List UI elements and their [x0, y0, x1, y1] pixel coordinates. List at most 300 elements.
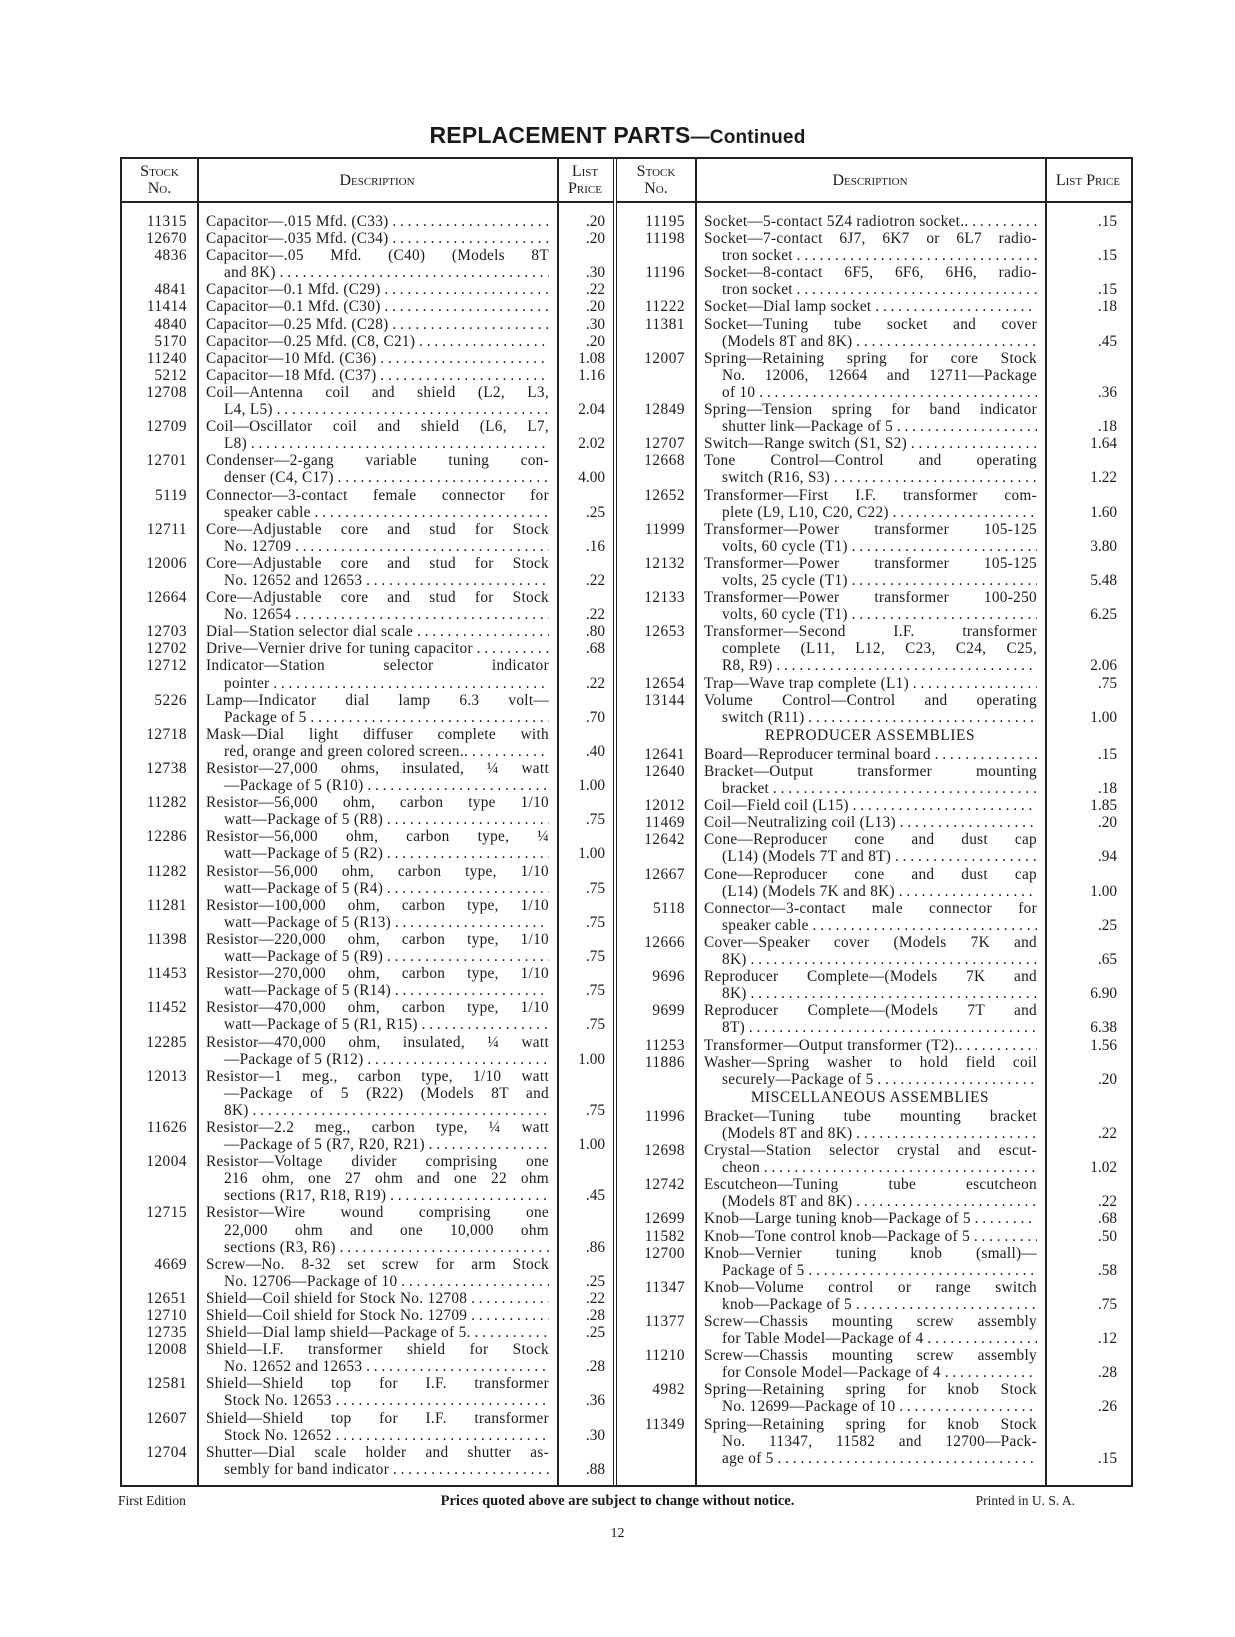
description: [695, 316, 1045, 350]
list-price: 1.64: [1090, 435, 1117, 453]
stock-number: 12012: [644, 797, 685, 815]
table-row: [122, 1153, 613, 1204]
list-price: 1.00: [578, 777, 605, 795]
stock-number: 11222: [644, 298, 685, 316]
description-line: watt—Package of 5 (R4) . . .: [206, 880, 549, 897]
description: [197, 333, 557, 350]
description-line: Knob—Large tuning knob—Package of 5 . . .: [704, 1210, 1037, 1227]
description-line: speaker cable . . .: [206, 504, 549, 521]
description-line: Resistor—1 meg., carbon type, 1/10 watt: [206, 1067, 549, 1085]
description-line: Socket—Dial lamp socket . . .: [704, 298, 1037, 315]
description-line: No. 12706—Package of 10 . . .: [206, 1273, 549, 1290]
description-line: Escutcheon—Tuning tube escutcheon: [704, 1176, 1037, 1194]
stock-number: 12710: [146, 1307, 187, 1324]
stock-number: 12712: [146, 657, 187, 675]
table-row: [122, 931, 613, 965]
list-price: .50: [1097, 1227, 1117, 1245]
list-price: .18: [1097, 418, 1117, 436]
stock-number: 4836: [154, 247, 187, 265]
printed-note: Printed in U. S. A.: [975, 1493, 1075, 1508]
description-line: Socket—8-contact 6F5, 6F6, 6H6, radio-: [704, 264, 1037, 282]
list-price: .22: [1097, 1193, 1117, 1211]
description-line: Shield—Coil shield for Stock No. 12709 . . .: [206, 1307, 549, 1324]
list-price: 1.16: [578, 366, 605, 384]
description-line: Reproducer Complete—(Models 7K and: [704, 968, 1037, 986]
stock-number: 12286: [146, 828, 187, 846]
list-price: .75: [585, 879, 605, 897]
description: [695, 675, 1045, 692]
column-divider: [197, 159, 199, 1485]
description-line: 8K) . . .: [206, 1102, 549, 1119]
description: [695, 521, 1045, 555]
table-row: [122, 230, 613, 247]
description-line: Resistor—56,000 ohm, carbon type, 1/10: [206, 862, 549, 880]
description: [695, 1054, 1045, 1088]
list-price: .30: [585, 264, 605, 282]
description-line: (Models 8T and 8K) . . .: [704, 1193, 1037, 1210]
list-price: .68: [1097, 1210, 1117, 1228]
list-price: 1.56: [1090, 1036, 1117, 1054]
description-line: No. 11347, 11582 and 12700—Pack-: [722, 1432, 1037, 1450]
table-row: [122, 1341, 613, 1375]
description: [197, 931, 557, 965]
description-line: Trap—Wave trap complete (L1) . . .: [704, 675, 1037, 692]
list-price: .75: [585, 948, 605, 966]
description: [197, 760, 557, 794]
stock-number: 12698: [644, 1142, 685, 1160]
description: [197, 1068, 557, 1119]
description-line: (L14) (Models 7T and 8T) . . .: [704, 848, 1037, 865]
stock-number: 12642: [644, 831, 685, 849]
description: [197, 726, 557, 760]
description-line: Cone—Reproducer cone and dust cap: [704, 831, 1037, 849]
description: [197, 350, 557, 367]
stock-number: 12664: [146, 589, 187, 607]
section-heading: MISCELLANEOUS ASSEMBLIES: [750, 1088, 990, 1106]
list-price: 6.90: [1090, 985, 1117, 1003]
table-row: [122, 1034, 613, 1068]
list-price: .75: [585, 1016, 605, 1034]
table-row: [122, 1290, 613, 1307]
description-line: Transformer—Power transformer 105-125: [704, 520, 1037, 538]
list-price: .25: [585, 1272, 605, 1290]
list-price: 6.25: [1090, 606, 1117, 624]
stock-number: 11240: [146, 349, 187, 367]
list-price: .15: [1097, 281, 1117, 299]
description-line: Coil—Neutralizing coil (L13) . . .: [704, 814, 1037, 831]
description-line: age of 5 . . .: [704, 1450, 1037, 1467]
description: [197, 623, 557, 640]
list-price: .15: [1097, 213, 1117, 230]
list-price: .15: [1097, 745, 1117, 763]
description-line: pointer . . .: [206, 675, 549, 692]
list-price: .65: [1097, 951, 1117, 969]
stock-number: 12666: [644, 933, 685, 951]
table-row: [122, 521, 613, 555]
table-row: [122, 1375, 613, 1409]
list-price: 1.00: [578, 1050, 605, 1068]
description-line: Shield—Shield top for I.F. transformer: [206, 1409, 549, 1427]
table-row: [122, 897, 613, 931]
list-price: 1.00: [1090, 882, 1117, 900]
list-price: .75: [1097, 674, 1117, 692]
table-row: [122, 367, 613, 384]
description-line: Socket—Tuning tube socket and cover: [704, 315, 1037, 333]
description-line: L4, L5) . . .: [206, 401, 549, 418]
stock-number: 12701: [146, 452, 187, 470]
description-line: switch (R11) . . .: [704, 709, 1037, 726]
stock-number: 5118: [652, 899, 685, 917]
stock-number: 11282: [146, 862, 187, 880]
stock-number: 12711: [146, 520, 187, 538]
description-line: No. 12652 and 12653 . . .: [206, 1358, 549, 1375]
stock-number: 5119: [154, 486, 187, 504]
description-line: Core—Adjustable core and stud for Stock: [206, 554, 549, 572]
table-row: [122, 1256, 613, 1290]
stock-number: 12699: [644, 1210, 685, 1228]
description: [197, 281, 557, 298]
description-line: sections (R17, R18, R19) . . .: [206, 1187, 549, 1204]
stock-number: 12707: [644, 435, 685, 453]
list-price: .20: [585, 213, 605, 230]
description-line: Shutter—Dial scale holder and shutter as-: [206, 1443, 549, 1461]
header-price: List Price: [568, 163, 602, 197]
stock-number: 11253: [644, 1036, 685, 1054]
description-line: watt—Package of 5 (R13) . . .: [206, 914, 549, 931]
description: [197, 589, 557, 623]
description: [197, 316, 557, 333]
stock-number: 12738: [146, 760, 187, 777]
description-line: Capacitor—0.1 Mfd. (C30) . . .: [206, 298, 549, 315]
stock-number: 11281: [146, 896, 187, 914]
description-line: for Table Model—Package of 4 . . .: [704, 1330, 1037, 1347]
list-price: 1.08: [578, 349, 605, 367]
table-row: [122, 828, 613, 862]
description-line: L8) . . .: [206, 435, 549, 452]
description: [695, 900, 1045, 934]
section-heading: REPRODUCER ASSEMBLIES: [764, 726, 976, 744]
description-line: Core—Adjustable core and stud for Stock: [206, 589, 549, 607]
stock-number: 12667: [644, 865, 685, 883]
stock-number: 4840: [154, 315, 187, 333]
description: [197, 1307, 557, 1324]
list-price: .86: [585, 1238, 605, 1256]
table-row: [122, 555, 613, 589]
stock-number: 11315: [146, 213, 187, 230]
description: [695, 1313, 1045, 1347]
description-line: Coil—Oscillator coil and shield (L6, L7,: [206, 418, 549, 436]
description-line: Transformer—Output transformer (T2).. . . .: [704, 1037, 1037, 1054]
list-price: 1.85: [1090, 797, 1117, 815]
description-line: Indicator—Station selector indicator: [206, 657, 549, 675]
description-line: (Models 8T and 8K) . . .: [704, 333, 1037, 350]
list-price: .75: [585, 913, 605, 931]
list-price: .20: [585, 332, 605, 350]
description-line: Lamp—Indicator dial lamp 6.3 volt—: [206, 691, 549, 709]
description: [197, 452, 557, 486]
stock-number: 12735: [146, 1324, 187, 1342]
stock-number: 11999: [644, 520, 685, 538]
description-line: watt—Package of 5 (R9) . . .: [206, 948, 549, 965]
description-line: Resistor—27,000 ohms, insulated, ¼ watt: [206, 760, 549, 777]
table-row: [122, 1119, 613, 1153]
list-price: 1.22: [1090, 469, 1117, 487]
stock-number: 11582: [644, 1227, 685, 1245]
list-price: .80: [585, 623, 605, 641]
description: [695, 555, 1045, 589]
price-notice: Prices quoted above are subject to change without notice.: [440, 1493, 795, 1509]
list-price: .18: [1097, 298, 1117, 316]
description-line: Resistor—100,000 ohm, carbon type, 1/10: [206, 896, 549, 914]
description: [197, 1256, 557, 1290]
stock-number: 12742: [644, 1176, 685, 1194]
description-line: watt—Package of 5 (R8) . . .: [206, 811, 549, 828]
column-divider: [1045, 159, 1047, 1485]
description-line: Shield—I.F. transformer shield for Stock: [206, 1341, 549, 1359]
description: [695, 968, 1045, 1002]
list-price: .25: [585, 503, 605, 521]
description-line: Capacitor—18 Mfd. (C37) . . .: [206, 367, 549, 384]
list-price: .26: [1097, 1398, 1117, 1416]
description-line: complete (L11, L12, C23, C24, C25,: [722, 640, 1037, 658]
table-row: [122, 623, 613, 640]
stock-number: 11469: [644, 814, 685, 832]
description: [695, 623, 1045, 674]
description-line: Package of 5 . . .: [704, 1262, 1037, 1279]
description-line: Drive—Vernier drive for tuning capacitor . . .: [206, 640, 549, 657]
description-line: Spring—Retaining spring for core Stock: [704, 349, 1037, 367]
stock-number: 12008: [146, 1341, 187, 1359]
description: [197, 247, 557, 281]
list-price: .20: [585, 230, 605, 248]
description: [695, 797, 1045, 814]
column-divider: [557, 159, 559, 1485]
list-price: .88: [585, 1460, 605, 1478]
description-line: Spring—Retaining spring for knob Stock: [704, 1381, 1037, 1399]
description-line: watt—Package of 5 (R1, R15) . . .: [206, 1016, 549, 1033]
description: [197, 555, 557, 589]
description-line: Shield—Coil shield for Stock No. 12708 . . .: [206, 1290, 549, 1307]
left-body: [122, 203, 613, 1478]
description-line: Resistor—Wire wound comprising one: [206, 1204, 549, 1222]
stock-number: 5170: [154, 332, 187, 350]
list-price: 1.60: [1090, 503, 1117, 521]
stock-number: 11996: [644, 1107, 685, 1125]
table-row: [122, 1324, 613, 1341]
description-line: Connector—3-contact male connector for: [704, 899, 1037, 917]
list-price: .30: [585, 1426, 605, 1444]
table-row: [122, 333, 613, 350]
stock-number: 12653: [644, 623, 685, 641]
list-price: .20: [585, 298, 605, 316]
table-row: [122, 418, 613, 452]
stock-number: 11210: [644, 1347, 685, 1365]
list-price: .94: [1097, 848, 1117, 866]
description: [695, 452, 1045, 486]
table-row: [122, 1410, 613, 1444]
list-price: .70: [585, 708, 605, 726]
list-price: 1.00: [578, 845, 605, 863]
list-price: .12: [1097, 1330, 1117, 1348]
stock-number: 11198: [645, 230, 685, 248]
stock-number: 12654: [644, 674, 685, 692]
list-price: .40: [585, 742, 605, 760]
description-line: switch (R16, S3) . . .: [704, 469, 1037, 486]
description-line: Transformer—Power transformer 100-250: [704, 589, 1037, 607]
stock-number: 12640: [644, 763, 685, 780]
list-price: 1.00: [578, 1136, 605, 1154]
description: [695, 589, 1045, 623]
list-price: .75: [1097, 1295, 1117, 1313]
description: [695, 814, 1045, 831]
stock-number: 12709: [146, 418, 187, 436]
description: [197, 367, 557, 384]
table-row: [122, 281, 613, 298]
description-line: Transformer—Second I.F. transformer: [704, 623, 1037, 641]
stock-number: 4841: [154, 281, 187, 299]
title-main: REPLACEMENT PARTS: [429, 122, 691, 148]
description-line: Capacitor—.035 Mfd. (C34) . . .: [206, 230, 549, 247]
description-line: Package of 5 . . .: [206, 709, 549, 726]
list-price: 2.02: [578, 435, 605, 453]
table-row: [122, 965, 613, 999]
description-line: Capacitor—0.25 Mfd. (C8, C21) . . .: [206, 333, 549, 350]
table-row: [122, 316, 613, 333]
description-line: knob—Package of 5 . . .: [704, 1296, 1037, 1313]
description-line: Switch—Range switch (S1, S2) . . .: [704, 435, 1037, 452]
description: [695, 435, 1045, 452]
description: [197, 1204, 557, 1255]
description-line: No. 12709 . . .: [206, 538, 549, 555]
description-line: volts, 25 cycle (T1) . . .: [704, 572, 1037, 589]
table-row: [122, 487, 613, 521]
description: [197, 1034, 557, 1068]
stock-number: 12849: [644, 401, 685, 419]
description-line: 8T) . . .: [704, 1019, 1037, 1036]
description-line: No. 12699—Package of 10 . . .: [704, 1398, 1037, 1415]
description-line: (Models 8T and 8K) . . .: [704, 1125, 1037, 1142]
description: [695, 401, 1045, 435]
list-price: .45: [585, 1187, 605, 1205]
stock-number: 12133: [644, 589, 685, 607]
stock-number: 11377: [644, 1313, 685, 1330]
description: [695, 1002, 1045, 1036]
description: [197, 965, 557, 999]
description-line: No. 12006, 12664 and 12711—Package: [722, 366, 1037, 384]
description-line: tron socket . . .: [704, 247, 1037, 264]
stock-number: 12651: [146, 1289, 187, 1307]
description-line: Spring—Tension spring for band indicator: [704, 401, 1037, 419]
description-line: Screw—No. 8-32 set screw for arm Stock: [206, 1255, 549, 1273]
list-price: 4.00: [578, 469, 605, 487]
description: [695, 1228, 1045, 1245]
description: [695, 746, 1045, 763]
list-price: .15: [1097, 1449, 1117, 1467]
table-row: [122, 1068, 613, 1119]
table-row: [122, 589, 613, 623]
description-line: No. 12652 and 12653 . . .: [206, 572, 549, 589]
description: [197, 692, 557, 726]
description: [197, 999, 557, 1033]
list-price: .22: [585, 571, 605, 589]
description: [695, 350, 1045, 401]
description: [695, 264, 1045, 298]
description-line: Capacitor—0.25 Mfd. (C28) . . .: [206, 316, 549, 333]
description: [695, 831, 1045, 865]
stock-number: 12718: [146, 725, 187, 743]
description-line: shutter link—Package of 5 . . .: [704, 418, 1037, 435]
description-line: Crystal—Station selector crystal and escut-: [704, 1142, 1037, 1160]
table-row: [122, 247, 613, 281]
description: [197, 640, 557, 657]
description: [197, 298, 557, 315]
description: [695, 1108, 1045, 1142]
description: [197, 384, 557, 418]
description-line: Capacitor—0.1 Mfd. (C29) . . .: [206, 281, 549, 298]
description-line: Socket—5-contact 5Z4 radiotron socket.. . . .: [704, 213, 1037, 230]
description: [197, 828, 557, 862]
description-line: sections (R3, R6) . . .: [206, 1239, 549, 1256]
stock-number: 13144: [644, 691, 685, 709]
description: [695, 1347, 1045, 1381]
list-price: .28: [585, 1358, 605, 1376]
table-row: [122, 760, 613, 794]
stock-number: 11414: [146, 298, 187, 316]
stock-number: 12670: [146, 230, 187, 248]
stock-number: 12004: [146, 1153, 187, 1171]
header-description: Description: [832, 171, 908, 189]
list-price: .18: [1097, 780, 1117, 798]
list-price: .30: [585, 315, 605, 333]
description: [695, 213, 1045, 230]
description-line: volts, 60 cycle (T1) . . .: [704, 606, 1037, 623]
description: [695, 1279, 1045, 1313]
stock-number: 5212: [154, 366, 187, 384]
description-line: Resistor—56,000 ohm, carbon type 1/10: [206, 794, 549, 812]
header-price: List Price: [1055, 171, 1121, 189]
description-line: Dial—Station selector dial scale . . .: [206, 623, 549, 640]
description: [695, 1416, 1045, 1467]
description-line: Bracket—Output transformer mounting: [704, 763, 1037, 780]
description-line: cheon . . .: [704, 1159, 1037, 1176]
description-line: (L14) (Models 7K and 8K) . . .: [704, 883, 1037, 900]
stock-number: 12700: [644, 1244, 685, 1262]
list-price: .28: [585, 1307, 605, 1324]
edition-note: First Edition: [118, 1493, 186, 1508]
description-line: Coil—Antenna coil and shield (L2, L3,: [206, 383, 549, 401]
table-row: [122, 298, 613, 315]
description: [695, 1037, 1045, 1054]
table-row: [122, 999, 613, 1033]
table-row: [122, 726, 613, 760]
description-line: Shield—Shield top for I.F. transformer: [206, 1375, 549, 1393]
page-title: [0, 122, 1235, 149]
description: [197, 1375, 557, 1409]
description-line: Cover—Speaker cover (Models 7K and: [704, 933, 1037, 951]
table-row: [122, 863, 613, 897]
description: [197, 1444, 557, 1478]
description-line: denser (C4, C17) . . .: [206, 469, 549, 486]
description: [197, 1324, 557, 1341]
stock-number: 11347: [644, 1278, 685, 1296]
description: [695, 866, 1045, 900]
stock-number: 5226: [154, 691, 187, 709]
description-line: —Package of 5 (R22) (Models 8T and: [224, 1084, 549, 1102]
description-line: Knob—Volume control or range switch: [704, 1278, 1037, 1296]
description: [695, 298, 1045, 315]
header-description: Description: [339, 171, 415, 189]
description-line: Mask—Dial light diffuser complete with: [206, 725, 549, 743]
